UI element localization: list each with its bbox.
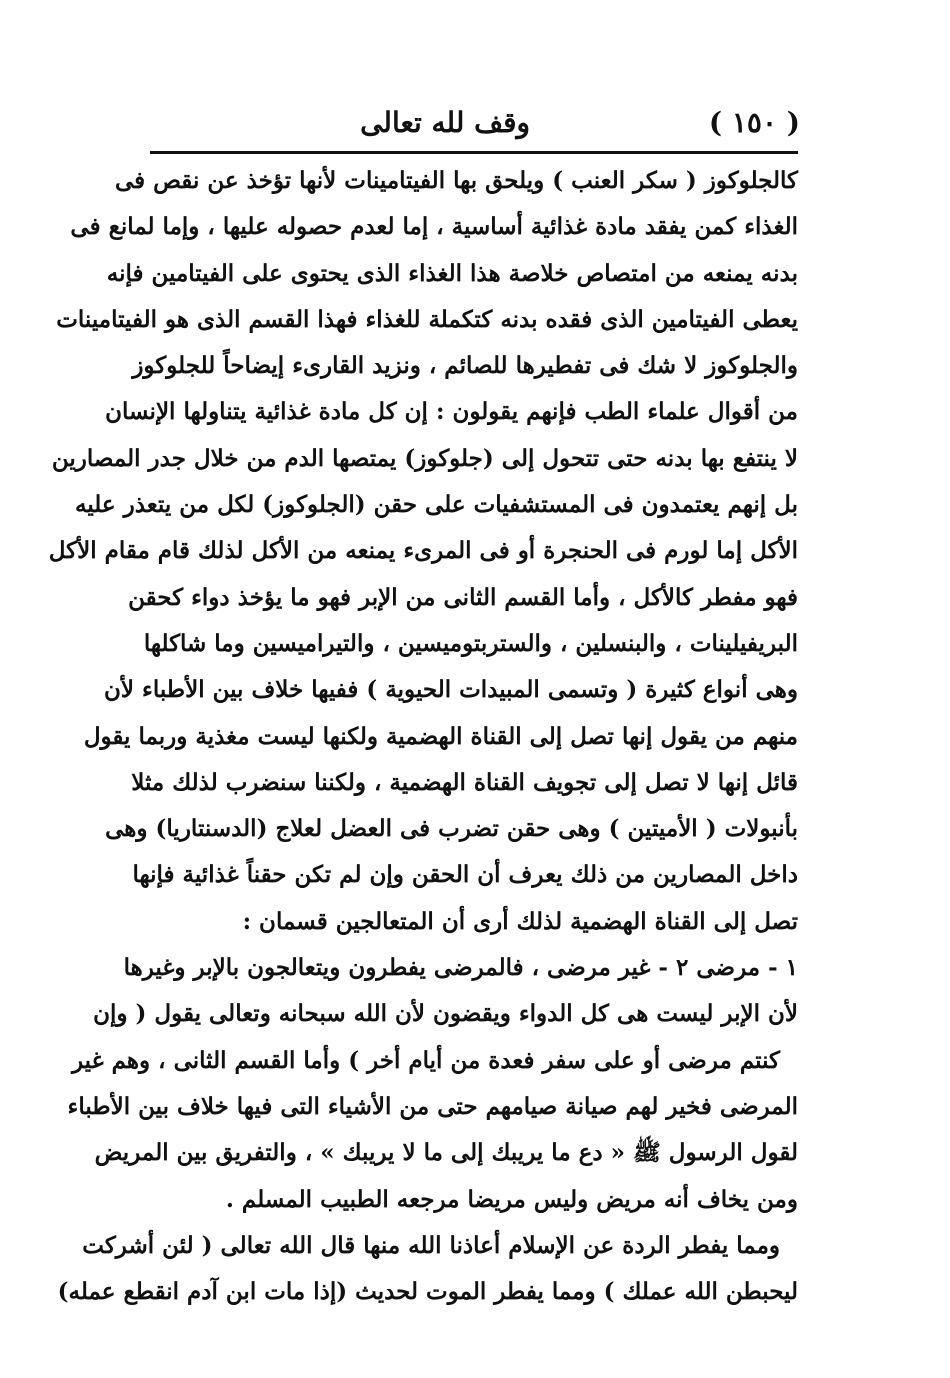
text-line: يعطى الفيتامين الذى فقده بدنه كتكملة للغذاء فهذا القسم الذى هو الفيتامينات xyxy=(56,305,798,333)
page-header xyxy=(150,100,800,152)
text-line: الغذاء كمن يفقد مادة غذائية أساسية ، إما لعدم حصوله عليها ، وإما لمانع فى xyxy=(70,213,798,241)
text-line: قائل إنها لا تصل إلى تجويف القناة الهضمية ، ولكننا سنضرب لذلك مثلا xyxy=(131,768,798,796)
text-line: لا ينتفع بها بدنه حتى تتحول إلى (جلوكوز) يمتصها الدم من خلال جدر المصارين xyxy=(51,444,798,472)
text-line: الأكل إما لورم فى الحنجرة أو فى المرىء يمنعه من الأكل لذلك قام مقام الأكل xyxy=(48,537,798,565)
text-line: بأنبولات ( الأميتين ) وهى حقن تضرب فى العضل لعلاج (الدسنتاريا) وهى xyxy=(105,815,798,843)
text-line: فهو مفطر كالأكل ، وأما القسم الثانى من الإبر فهو ما يؤخذ دواء كحقن xyxy=(128,583,798,611)
text-line: ومن يخاف أنه مريض وليس مريضا مرجعه الطبيب المسلم . xyxy=(225,1185,798,1213)
text-line: لأن الإبر ليست هى كل الدواء ويقضون لأن الله سبحانه وتعالى يقول ( وإن xyxy=(93,1000,798,1028)
text-line: من أقوال علماء الطب فإنهم يقولون : إن كل مادة غذائية يتناولها الإنسان xyxy=(105,398,798,426)
text-line: داخل المصارين من ذلك يعرف أن الحقن وإن لم تكن حقناً غذائية فإنها xyxy=(132,861,798,889)
text-line: ليحبطن الله عملك ) ومما يفطر الموت لحديث (إذا مات ابن آدم انقطع عمله) xyxy=(57,1278,798,1306)
text-line: والجلوكوز لا شك فى تفطيرها للصائم ، ونزيد القارىء إيضاحاً للجلوكوز xyxy=(132,352,798,380)
running-title: وقف لله تعالى xyxy=(360,106,530,139)
page-number: ( ١٥٠ ) xyxy=(708,106,800,139)
header-rule xyxy=(150,151,798,154)
text-line: وهى أنواع كثيرة ( وتسمى المبيدات الحيوية ) ففيها خلاف بين الأطباء لأن xyxy=(104,676,798,704)
body-text xyxy=(48,158,798,1315)
text-line: بدنه يمنعه من امتصاص خلاصة هذا الغذاء الذى يحتوى على الفيتامين فإنه xyxy=(106,259,798,287)
text-line: لقول الرسول ﷺ « دع ما يريبك إلى ما لا يريبك » ، والتفريق بين المريض xyxy=(94,1139,798,1167)
text-line: بل إنهم يعتمدون فى المستشفيات على حقن (الجلوكوز) لكل من يتعذر عليه xyxy=(75,491,798,519)
text-line: تصل إلى القناة الهضمية لذلك أرى أن المتعالجين قسمان : xyxy=(242,907,798,935)
text-line: ١ - مرضى ٢ - غير مرضى ، فالمرضى يفطرون ويتعالجون بالإبر وغيرها xyxy=(123,954,798,982)
text-line: البريفيلينات ، والبنسلين ، والستربتوميسين ، والتيراميسين وما شاكلها xyxy=(143,629,798,657)
text-line: منهم من يقول إنها تصل إلى القناة الهضمية ولكنها ليست مغذية وربما يقول xyxy=(83,722,798,750)
text-line: كالجلوكوز ( سكر العنب ) ويلحق بها الفيتامينات لأنها تؤخذ عن نقص فى xyxy=(114,167,798,194)
text-line: ومما يفطر الردة عن الإسلام أعاذنا الله منها قال الله تعالى ( لئن أشركت xyxy=(82,1231,780,1259)
text-line: المرضى فخير لهم صيانة صيامهم حتى من الأشياء التى فيها خلاف بين الأطباء xyxy=(67,1092,798,1120)
text-line: كنتم مرضى أو على سفر فعدة من أيام أخر ) وأما القسم الثانى ، وهم غير xyxy=(71,1046,780,1074)
